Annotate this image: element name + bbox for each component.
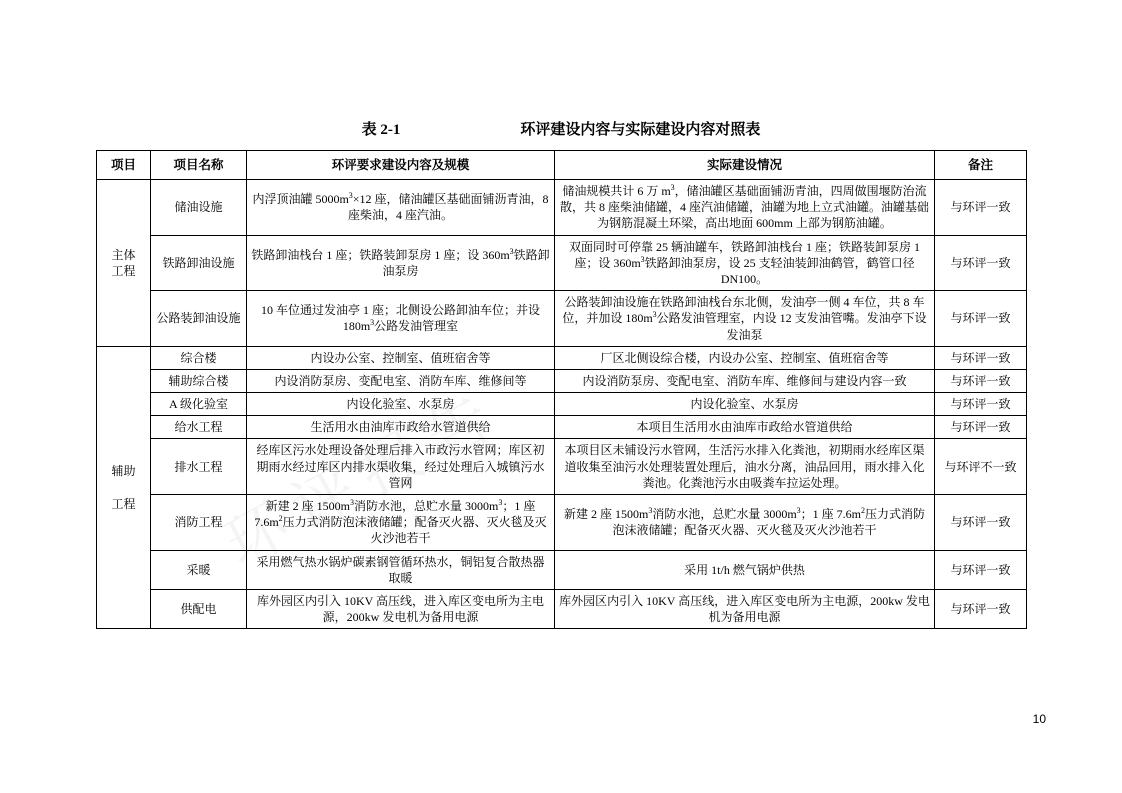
page-number: 10	[1032, 712, 1046, 726]
header-actual-content: 实际建设情况	[555, 151, 935, 180]
header-project-name: 项目名称	[151, 151, 247, 180]
row-name: 排水工程	[151, 439, 247, 495]
row-actual: 内设化验室、水泵房	[555, 393, 935, 416]
row-actual: 新建 2 座 $1500m^3$消防水池，总贮水量 $3000m^3$；1 座 $7.6m^2$压力式消防泡沫液储罐；配备灭火器、灭火毯及灭火沙池若干	[555, 495, 935, 551]
row-note: 与环评一致	[935, 235, 1027, 291]
table-row	[97, 495, 1027, 551]
row-eia: 采用燃气热水锅炉碳素钢管循环热水，铜铝复合散热器取暖	[247, 550, 555, 589]
row-note: 与环评一致	[935, 346, 1027, 369]
header-eia-content: 环评要求建设内容及规模	[247, 151, 555, 180]
header-project: 项目	[97, 151, 151, 180]
table-row	[97, 550, 1027, 589]
row-name: 给水工程	[151, 416, 247, 439]
row-note: 与环评一致	[935, 495, 1027, 551]
row-actual: 内设消防泵房、变配电室、消防车库、维修间与建设内容一致	[555, 369, 935, 392]
row-eia: 库外园区内引入 10KV 高压线，进入库区变电所为主电源，200kw 发电机为备用电源	[247, 589, 555, 628]
row-name: 综合楼	[151, 346, 247, 369]
table-row	[97, 180, 1027, 236]
row-note: 与环评一致	[935, 550, 1027, 589]
row-actual: 本项目生活用水由油库市政给水管道供给	[555, 416, 935, 439]
row-name: 储油设施	[151, 180, 247, 236]
row-eia: 内浮顶油罐 $5000m^3\times 12$ 座，储油罐区基础面铺沥青油，8 座柴油，4 座汽油。	[247, 180, 555, 236]
table-row	[97, 235, 1027, 291]
row-note: 与环评一致	[935, 291, 1027, 347]
row-name: A 级化验室	[151, 393, 247, 416]
row-eia: 10 车位通过发油亭 1 座；北侧设公路卸油车位；并设 $180m^3$公路发油管理室	[247, 291, 555, 347]
row-eia: 内设化验室、水泵房	[247, 393, 555, 416]
row-actual: 公路装卸油设施在铁路卸油栈台东北侧，发油亭一侧 4 车位，共 8 车位，并加设 $180m^3$公路发油管理室，内设 12 支发油管嘴。发油亭下设发油泵	[555, 291, 935, 347]
comparison-table	[96, 150, 1027, 629]
row-eia: 经库区污水处理设备处理后排入市政污水管网；库区初期雨水经过库区内排水渠收集，经过处理后入城镇污水管网	[247, 439, 555, 495]
row-actual: 库外园区内引入 10KV 高压线，进入库区变电所为主电源，200kw 发电机为备用电源	[555, 589, 935, 628]
row-actual: 采用 1t/h 燃气锅炉供热	[555, 550, 935, 589]
row-eia: 铁路卸油栈台 1 座；铁路装卸泵房 1 座；设 $360m^3$铁路卸油泵房	[247, 235, 555, 291]
row-name: 供配电	[151, 589, 247, 628]
table-header-row	[97, 151, 1027, 180]
row-eia: 内设消防泵房、变配电室、消防车库、维修间等	[247, 369, 555, 392]
row-actual: 双面同时可停靠 25 辆油罐车，铁路卸油栈台 1 座；铁路装卸泵房 1 座；设 $360m^3$铁路卸油泵房，设 25 支轻油装卸油鹤管，鹤管口径 DN100。	[555, 235, 935, 291]
table-row	[97, 589, 1027, 628]
table-row	[97, 439, 1027, 495]
table-caption	[96, 118, 1026, 139]
row-note: 与环评一致	[935, 589, 1027, 628]
group-label-main: 主体 工程	[97, 180, 151, 347]
row-note: 与环评不一致	[935, 439, 1027, 495]
table-title: 环评建设内容与实际建设内容对照表	[520, 122, 761, 138]
row-actual: 厂区北侧设综合楼，内设办公室、控制室、值班宿舍等	[555, 346, 935, 369]
row-name: 采暖	[151, 550, 247, 589]
table-number: 表 2-1	[361, 122, 401, 138]
row-eia: 生活用水由油库市政给水管道供给	[247, 416, 555, 439]
row-name: 公路装卸油设施	[151, 291, 247, 347]
group-label-auxiliary: 辅助 工程	[97, 346, 151, 629]
row-eia: 新建 2 座 $1500m^3$消防水池，总贮水量 $3000m^3$；1 座 $7.6m^2$压力式消防泡沫液储罐；配备灭火器、灭火毯及灭火沙池若干	[247, 495, 555, 551]
row-note: 与环评一致	[935, 369, 1027, 392]
row-actual: 储油规模共计 6 万 $m^3$，储油罐区基础面铺沥青油，四周做围堰防治流散，共 8 座柴油储罐，4 座汽油储罐，油罐为地上立式油罐。油罐基础为钢筋混凝土环梁，高出地面 600mm 上部为钢筋油罐。	[555, 180, 935, 236]
table-row	[97, 369, 1027, 392]
row-note: 与环评一致	[935, 416, 1027, 439]
row-name: 辅助综合楼	[151, 369, 247, 392]
table-row	[97, 393, 1027, 416]
table-row	[97, 416, 1027, 439]
row-note: 与环评一致	[935, 393, 1027, 416]
row-name: 消防工程	[151, 495, 247, 551]
table-row	[97, 346, 1027, 369]
row-name: 铁路卸油设施	[151, 235, 247, 291]
row-actual: 本项目区未铺设污水管网，生活污水排入化粪池，初期雨水经库区渠道收集至油污水处理装置处理后，油水分离，油品回用，雨水排入化粪池。化粪池污水由吸粪车拉运处理。	[555, 439, 935, 495]
table-row	[97, 291, 1027, 347]
row-note: 与环评一致	[935, 180, 1027, 236]
row-eia: 内设办公室、控制室、值班宿舍等	[247, 346, 555, 369]
header-note: 备注	[935, 151, 1027, 180]
